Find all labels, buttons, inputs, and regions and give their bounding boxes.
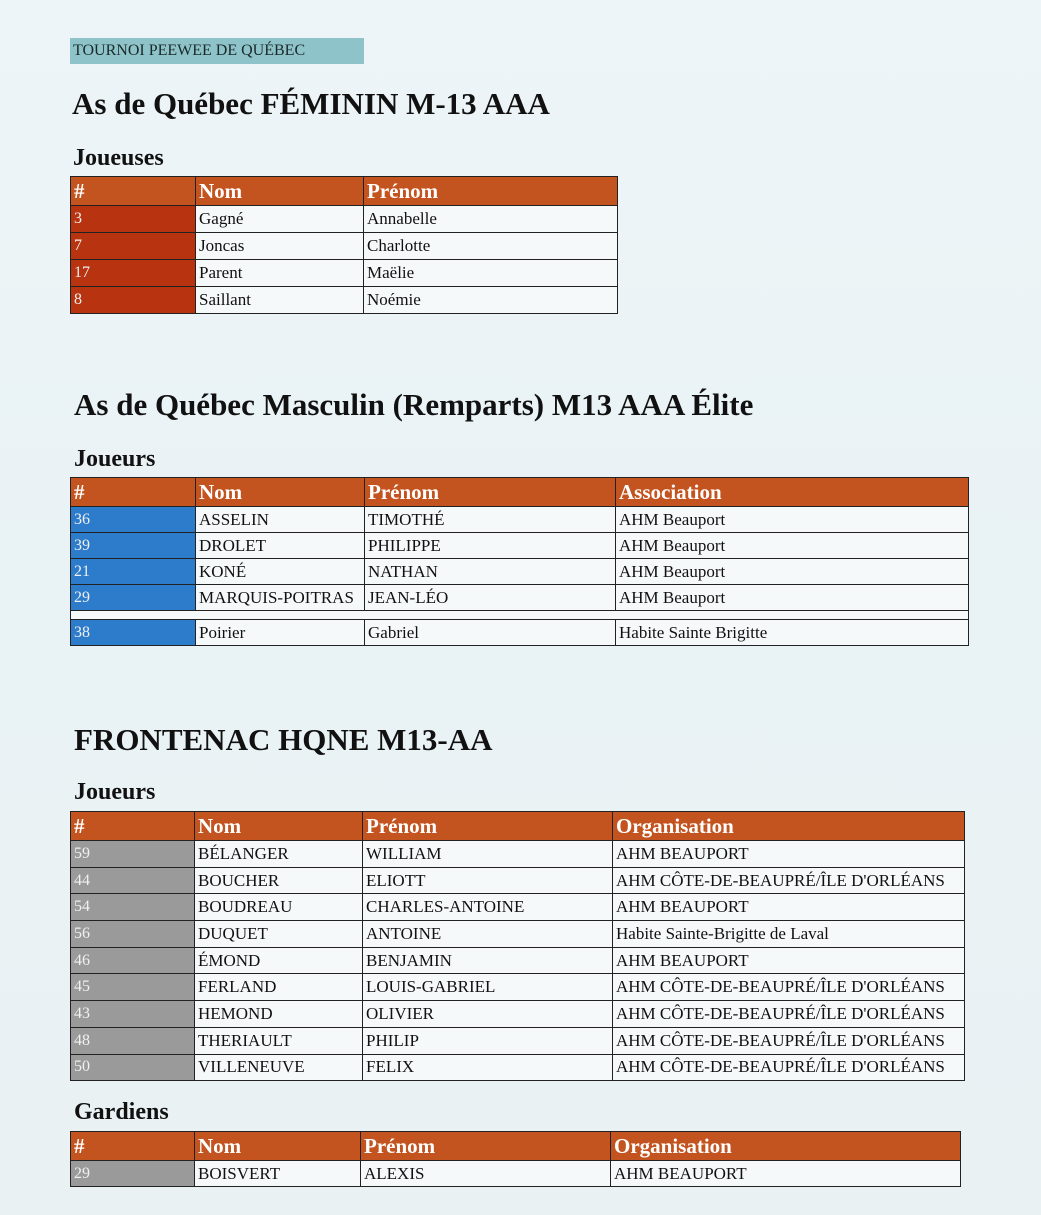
- table-header-row: [71, 1132, 961, 1161]
- player-last-name: Gagné: [196, 206, 364, 233]
- col-header-number: #: [71, 478, 196, 507]
- player-number: 56: [71, 921, 195, 948]
- row-spacer-cell: [71, 611, 969, 620]
- table-row: [71, 947, 965, 974]
- player-last-name: ASSELIN: [196, 507, 365, 533]
- frontenac-players-table: [70, 811, 965, 1081]
- player-first-name: PHILIP: [363, 1027, 613, 1054]
- player-last-name: BOUDREAU: [195, 894, 363, 921]
- feminin-roster-body: [71, 206, 618, 314]
- player-first-name: NATHAN: [365, 559, 616, 585]
- player-number: 48: [71, 1027, 195, 1054]
- feminin-roster-table: [70, 176, 618, 314]
- player-organisation: Habite Sainte-Brigitte de Laval: [613, 921, 965, 948]
- player-last-name: BOISVERT: [195, 1161, 361, 1187]
- player-last-name: ÉMOND: [195, 947, 363, 974]
- player-number: 8: [71, 287, 196, 314]
- player-first-name: BENJAMIN: [363, 947, 613, 974]
- col-header-nom: Nom: [196, 177, 364, 206]
- section-label-joueuses: Joueuses: [73, 145, 164, 171]
- player-organisation: AHM CÔTE-DE-BEAUPRÉ/ÎLE D'ORLÉANS: [613, 1027, 965, 1054]
- col-header-prenom: Prénom: [363, 812, 613, 841]
- player-last-name: THERIAULT: [195, 1027, 363, 1054]
- player-last-name: FERLAND: [195, 974, 363, 1001]
- player-number: 54: [71, 894, 195, 921]
- section-label-gardiens: Gardiens: [74, 1099, 169, 1125]
- table-header-row: [71, 478, 969, 507]
- player-first-name: PHILIPPE: [365, 533, 616, 559]
- player-number: 38: [71, 620, 196, 646]
- player-organisation: AHM Beauport: [616, 585, 969, 611]
- player-number: 29: [71, 585, 196, 611]
- col-header-organisation: Organisation: [611, 1132, 961, 1161]
- frontenac-goalies-body: [71, 1161, 961, 1187]
- player-first-name: ELIOTT: [363, 867, 613, 894]
- row-spacer: [71, 611, 969, 620]
- table-row: [71, 1001, 965, 1028]
- player-organisation: AHM BEAUPORT: [613, 841, 965, 868]
- player-first-name: LOUIS-GABRIEL: [363, 974, 613, 1001]
- table-header-row: [71, 177, 618, 206]
- col-header-association: Association: [616, 478, 969, 507]
- player-first-name: TIMOTHÉ: [365, 507, 616, 533]
- col-header-number: #: [71, 177, 196, 206]
- table-header-row: [71, 812, 965, 841]
- player-number: 29: [71, 1161, 195, 1187]
- player-last-name: KONÉ: [196, 559, 365, 585]
- col-header-nom: Nom: [195, 812, 363, 841]
- team-title-masculin: As de Québec Masculin (Remparts) M13 AAA Élite: [74, 387, 754, 422]
- player-first-name: Charlotte: [364, 233, 618, 260]
- player-number: 39: [71, 533, 196, 559]
- player-first-name: Noémie: [364, 287, 618, 314]
- masculin-roster-body: [71, 507, 969, 646]
- player-last-name: BOUCHER: [195, 867, 363, 894]
- player-number: 50: [71, 1054, 195, 1081]
- player-last-name: HEMOND: [195, 1001, 363, 1028]
- player-first-name: Maëlie: [364, 260, 618, 287]
- table-row: [71, 894, 965, 921]
- table-row: [71, 921, 965, 948]
- player-organisation: AHM Beauport: [616, 559, 969, 585]
- col-header-nom: Nom: [195, 1132, 361, 1161]
- table-row: [71, 260, 618, 287]
- player-number: 7: [71, 233, 196, 260]
- table-row: [71, 1054, 965, 1081]
- table-row: [71, 206, 618, 233]
- player-last-name: MARQUIS-POITRAS: [196, 585, 365, 611]
- team-title-feminin: As de Québec FÉMININ M-13 AAA: [72, 86, 550, 121]
- tournament-tag: TOURNOI PEEWEE DE QUÉBEC: [70, 38, 364, 64]
- player-last-name: Poirier: [196, 620, 365, 646]
- table-row: [71, 974, 965, 1001]
- player-last-name: BÉLANGER: [195, 841, 363, 868]
- player-organisation: AHM CÔTE-DE-BEAUPRÉ/ÎLE D'ORLÉANS: [613, 1054, 965, 1081]
- player-number: 21: [71, 559, 196, 585]
- player-number: 36: [71, 507, 196, 533]
- player-organisation: AHM CÔTE-DE-BEAUPRÉ/ÎLE D'ORLÉANS: [613, 867, 965, 894]
- player-number: 44: [71, 867, 195, 894]
- frontenac-players-body: [71, 841, 965, 1081]
- section-label-joueurs-frontenac: Joueurs: [74, 779, 156, 805]
- player-first-name: Gabriel: [365, 620, 616, 646]
- col-header-number: #: [71, 812, 195, 841]
- table-row: [71, 620, 969, 646]
- table-row: [71, 867, 965, 894]
- player-organisation: AHM BEAUPORT: [611, 1161, 961, 1187]
- player-first-name: ALEXIS: [361, 1161, 611, 1187]
- section-label-joueurs: Joueurs: [74, 446, 156, 472]
- col-header-nom: Nom: [196, 478, 365, 507]
- player-organisation: AHM BEAUPORT: [613, 894, 965, 921]
- player-last-name: Saillant: [196, 287, 364, 314]
- table-row: [71, 559, 969, 585]
- col-header-organisation: Organisation: [613, 812, 965, 841]
- player-number: 43: [71, 1001, 195, 1028]
- player-organisation: Habite Sainte Brigitte: [616, 620, 969, 646]
- player-organisation: AHM CÔTE-DE-BEAUPRÉ/ÎLE D'ORLÉANS: [613, 974, 965, 1001]
- frontenac-goalies-table: [70, 1131, 961, 1187]
- table-row: [71, 1027, 965, 1054]
- player-number: 17: [71, 260, 196, 287]
- team-title-frontenac: FRONTENAC HQNE M13-AA: [74, 722, 493, 757]
- player-first-name: FELIX: [363, 1054, 613, 1081]
- player-last-name: VILLENEUVE: [195, 1054, 363, 1081]
- player-organisation: AHM CÔTE-DE-BEAUPRÉ/ÎLE D'ORLÉANS: [613, 1001, 965, 1028]
- player-number: 46: [71, 947, 195, 974]
- player-last-name: Parent: [196, 260, 364, 287]
- player-first-name: Annabelle: [364, 206, 618, 233]
- table-row: [71, 287, 618, 314]
- table-row: [71, 507, 969, 533]
- col-header-number: #: [71, 1132, 195, 1161]
- player-first-name: OLIVIER: [363, 1001, 613, 1028]
- table-row: [71, 841, 965, 868]
- player-number: 3: [71, 206, 196, 233]
- player-first-name: ANTOINE: [363, 921, 613, 948]
- table-row: [71, 1161, 961, 1187]
- player-first-name: CHARLES-ANTOINE: [363, 894, 613, 921]
- player-last-name: DROLET: [196, 533, 365, 559]
- player-last-name: Joncas: [196, 233, 364, 260]
- col-header-prenom: Prénom: [361, 1132, 611, 1161]
- player-number: 45: [71, 974, 195, 1001]
- col-header-prenom: Prénom: [365, 478, 616, 507]
- col-header-prenom: Prénom: [364, 177, 618, 206]
- player-last-name: DUQUET: [195, 921, 363, 948]
- player-organisation: AHM Beauport: [616, 533, 969, 559]
- player-organisation: AHM Beauport: [616, 507, 969, 533]
- player-first-name: WILLIAM: [363, 841, 613, 868]
- player-organisation: AHM BEAUPORT: [613, 947, 965, 974]
- table-row: [71, 233, 618, 260]
- player-first-name: JEAN-LÉO: [365, 585, 616, 611]
- table-row: [71, 585, 969, 611]
- masculin-roster-table: [70, 477, 969, 646]
- table-row: [71, 533, 969, 559]
- player-number: 59: [71, 841, 195, 868]
